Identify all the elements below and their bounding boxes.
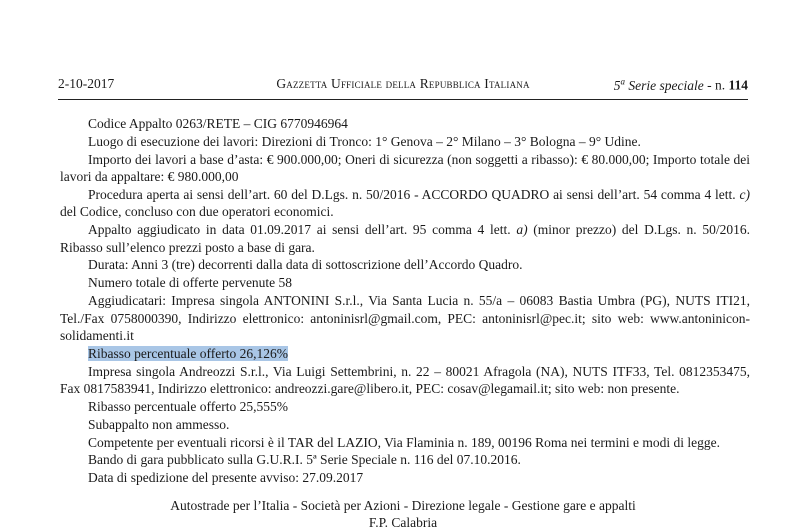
procedura-text-b: del Codice, concluso con due operatori economici. [60, 204, 334, 220]
procedura-text-a: Procedura aperta ai sensi dell’art. 60 del D.Lgs. n. 50/2016 - ACCORDO QUADRO ai sensi dell’art. 54 comma 4 lett. [88, 186, 736, 202]
numero-offerte: Numero totale di offerte pervenute 58 [88, 275, 293, 291]
aggiudicatari: Aggiudicatari: Impresa singola ANTONINI S.r.l., Via Santa Lucia n. 55/a – 06083 Bastia Umbra (PG), NUTS ITI21, Tel./Fax 0758000390, Indirizzo elettronico: antoninisrl@gmail.com, PEC: antoninisrl@pec.it; sito web: www.antoninicon-solidamenti.it [60, 293, 750, 344]
signatory-name: F.P. Calabria [368, 515, 438, 530]
header-rule [58, 99, 748, 100]
series-sup: a [620, 76, 625, 86]
bando-gara: Bando di gara pubblicato sulla G.U.R.I. 5ª Serie Speciale n. 116 del 07.10.2016. [88, 452, 521, 468]
signature-block [58, 497, 748, 531]
series-prefix: 5 [613, 77, 621, 93]
gazette-title: Gazzetta Ufficiale della Repubblica Italiana [276, 76, 530, 91]
impresa-andreozzi: Impresa singola Andreozzi S.r.l., Via Luigi Settembrini, n. 22 – 80021 Afragola (NA), NUTS ITF33, Tel. 0812353475, Fax 0817583941, Indirizzo elettronico: andreozzi.gare@libero.it, PEC: cosav@legamail.it; sito web: non presente. [60, 363, 750, 397]
issuer-line: Autostrade per l’Italia - Società per Azioni - Direzione legale - Gestione gare e appalti [170, 498, 636, 513]
page-header [58, 76, 748, 96]
durata: Durata: Anni 3 (tre) decorrenti dalla data di sottoscrizione dell’Accordo Quadro. [88, 257, 523, 273]
subappalto: Subappalto non ammesso. [88, 416, 230, 432]
issue-date: 2-10-2017 [58, 76, 115, 91]
series-sep: - n. [703, 77, 729, 93]
competente-ricorsi: Competente per eventuali ricorsi è il TAR del LAZIO, Via Flaminia n. 189, 00196 Roma nei termini e modi di legge. [88, 434, 720, 450]
aggiudicazione-italic: a) [516, 222, 528, 238]
aggiudicazione-text-b: (minor prezzo) del D.Lgs. n. 50/2016. Ribasso sull’elenco prezzi posto a base di gara. [60, 222, 751, 255]
data-spedizione: Data di spedizione del presente avviso: 27.09.2017 [88, 470, 364, 486]
series-number: 114 [728, 77, 748, 93]
procedura [60, 186, 750, 221]
procedura-italic: c) [739, 186, 751, 202]
aggiudicazione [60, 221, 750, 256]
aggiudicazione-text-a: Appalto aggiudicato in data 01.09.2017 ai sensi dell’art. 95 comma 4 lett. [88, 222, 517, 238]
series-label: Serie speciale [625, 77, 704, 93]
notice-body [60, 115, 750, 487]
ribasso-andreozzi: Ribasso percentuale offerto 25,555% [88, 398, 288, 414]
importo-lavori: Importo dei lavori a base d’asta: € 900.000,00; Oneri di sicurezza (non soggetti a ribasso): € 80.000,00; Importo totale dei lavori da appaltare: € 980.000,00 [60, 151, 750, 185]
ribasso-antonini [60, 345, 750, 363]
series-info [614, 76, 748, 94]
luogo-esecuzione: Luogo di esecuzione dei lavori: Direzioni di Tronco: 1° Genova – 2° Milano – 3° Bologna – 9° Udine. [88, 133, 641, 149]
codice-appalto: Codice Appalto 0263/RETE – CIG 6770946964 [88, 116, 348, 131]
selected-text-highlight[interactable]: Ribasso percentuale offerto 26,126% [88, 345, 288, 361]
